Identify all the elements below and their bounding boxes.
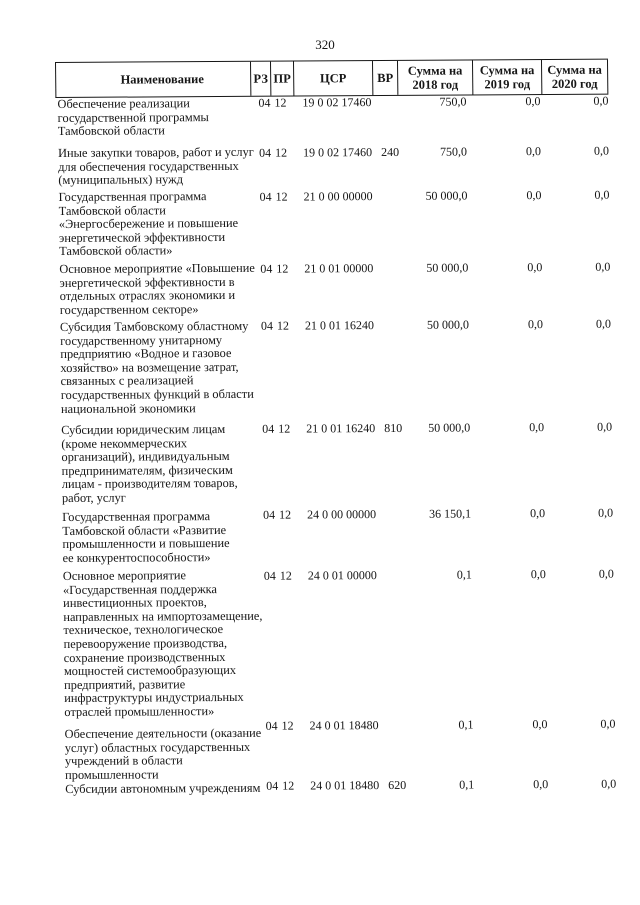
row-name-line: техническое, технологическое <box>63 622 224 638</box>
row-name-line: промышленности <box>65 767 159 782</box>
row-name-line: работ, услуг <box>61 490 126 505</box>
row-sum-2020: 0,0 <box>594 187 610 202</box>
row-pr: 12 <box>274 145 288 160</box>
row-sum-2019: 0,0 <box>527 317 544 332</box>
header-sum-2018-line: Сумма на <box>407 63 463 78</box>
header-sum-2019 <box>473 60 542 94</box>
row-rz: 04 <box>258 95 271 110</box>
row-name <box>60 320 256 416</box>
row-pr: 12 <box>279 568 292 583</box>
row-sum-2020: 0,0 <box>600 716 616 731</box>
row-name-line: услуг) областных государственных <box>64 739 251 755</box>
header-sum-2020 <box>542 60 608 94</box>
row-name-line: инфраструктуры индустриальных <box>64 690 244 706</box>
row-csr: 21 0 00 00000 <box>303 189 373 204</box>
header-sum-2019-line: 2019 год <box>484 77 531 92</box>
row-csr: 24 0 01 18480 <box>309 718 379 733</box>
row-sum-2020: 0,0 <box>601 776 617 791</box>
row-sum-2019: 0,0 <box>529 420 545 435</box>
row-name-line: Иные закупки товаров, работ и услуг <box>57 144 254 160</box>
row-name-line: направленных на импортозамещение, <box>63 608 263 624</box>
header-pr <box>271 62 294 96</box>
row-name-line: перевооружение производства, <box>63 635 228 651</box>
header-name <box>56 62 251 97</box>
row-rz: 04 <box>263 507 276 522</box>
row-name-line: государственном секторе» <box>59 301 199 317</box>
row-name <box>58 190 254 259</box>
header-rz-label: РЗ <box>253 71 268 86</box>
row-sum-2018: 50 000,0 <box>428 420 471 435</box>
row-name-line: ее конкурентоспособности» <box>62 549 211 565</box>
row-name-line: отраслей промышленности» <box>64 704 215 719</box>
row-name-line: Основное мероприятие <box>62 568 187 583</box>
row-csr: 24 0 01 00000 <box>307 568 377 583</box>
row-csr: 24 0 01 18480 <box>310 778 380 793</box>
row-pr: 12 <box>274 95 287 110</box>
row-name-line: отдельных отраслях экономики и <box>59 288 236 304</box>
row-rz: 04 <box>259 189 272 204</box>
row-sum-2020: 0,0 <box>593 93 609 108</box>
row-vr: 240 <box>380 144 400 160</box>
header-sum-2018-line: 2018 год <box>412 77 459 92</box>
row-pr: 12 <box>279 507 292 522</box>
header-vr <box>373 61 398 95</box>
row-sum-2019: 0,0 <box>530 567 546 582</box>
row-pr: 12 <box>282 778 295 793</box>
row-sum-2019: 0,0 <box>525 94 541 109</box>
row-name-line: предпринимателям, физическим <box>61 462 233 478</box>
row-name-line: Субсидии юридическим лицам <box>61 421 226 437</box>
row-name-line: инвестиционных проектов, <box>63 595 207 611</box>
row-name <box>58 146 253 188</box>
header-rz <box>251 62 271 96</box>
row-name-line: сохранение производственных <box>63 649 226 665</box>
row-sum-2018: 50 000,0 <box>426 317 470 332</box>
row-sum-2020: 0,0 <box>598 566 614 581</box>
row-sum-2018: 50 000,0 <box>426 260 469 275</box>
row-sum-2018: 750,0 <box>439 94 467 109</box>
row-name-line: мощностей системообразующих <box>63 663 237 679</box>
row-rz: 04 <box>262 421 275 436</box>
header-sum-2020-line: 2020 год <box>551 76 598 91</box>
row-name-line: государственных функций в области <box>60 386 254 402</box>
header-sum-2020-line: Сумма на <box>547 62 602 77</box>
row-sum-2019: 0,0 <box>525 144 542 159</box>
row-rz: 04 <box>258 145 272 160</box>
row-name-line: Тамбовской области «Развитие <box>62 522 227 538</box>
row-vr: 810 <box>384 420 403 436</box>
row-name-line: государственной программы <box>57 109 209 125</box>
row-name-line: Тамбовской области <box>57 123 165 139</box>
row-csr: 21 0 01 00000 <box>304 261 374 276</box>
header-csr-label: ЦСР <box>319 71 347 86</box>
row-name <box>61 423 257 506</box>
row-name-line: связанных с реализацией <box>60 373 194 389</box>
row-name-line: лицам - производителям товаров, <box>61 476 238 492</box>
row-pr: 12 <box>276 318 290 333</box>
row-name-line: Обеспечение реализации <box>57 96 190 111</box>
row-name <box>62 568 263 720</box>
row-name-line: предприятию «Водное и газовое <box>60 346 232 362</box>
row-sum-2018: 50 000,0 <box>425 188 468 203</box>
row-name-line: государственному унитарному <box>60 332 223 348</box>
row-sum-2018: 750,0 <box>439 144 468 159</box>
row-sum-2018: 36 150,1 <box>429 506 472 521</box>
row-vr: 620 <box>388 777 407 793</box>
row-name-line: промышленности и повышение <box>62 536 230 552</box>
row-csr: 19 0 02 17460 <box>302 95 372 110</box>
row-sum-2019: 0,0 <box>527 260 543 275</box>
row-csr: 24 0 00 00000 <box>307 507 377 522</box>
row-sum-2019: 0,0 <box>526 188 542 203</box>
row-pr: 12 <box>278 421 291 436</box>
row-sum-2018: 0,1 <box>459 777 475 792</box>
row-sum-2020: 0,0 <box>595 259 611 274</box>
row-pr: 12 <box>276 261 289 276</box>
header-sum-2018 <box>398 60 473 94</box>
row-rz: 04 <box>260 261 273 276</box>
row-name <box>59 262 255 318</box>
header-sum-2019-line: Сумма на <box>479 63 535 78</box>
row-csr: 21 0 01 16240 <box>306 421 376 436</box>
row-rz: 04 <box>265 718 278 733</box>
row-name-line: Субсидия Тамбовскому областному <box>59 318 249 334</box>
row-sum-2020: 0,0 <box>597 419 613 434</box>
row-name <box>62 510 258 566</box>
row-csr: 19 0 02 17460 <box>302 145 373 160</box>
row-name-line: (кроме некоммерческих <box>61 435 188 451</box>
header-vr-label: ВР <box>377 70 394 86</box>
row-sum-2019: 0,0 <box>530 506 546 521</box>
row-rz: 04 <box>260 318 274 333</box>
row-csr: 21 0 01 16240 <box>304 318 375 333</box>
row-name-line: (муниципальных) нужд <box>58 172 184 188</box>
row-name-line: организаций), индивидуальным <box>61 449 230 465</box>
row-sum-2020: 0,0 <box>593 143 610 158</box>
row-name-line: «Государственная поддержка <box>62 581 217 597</box>
row-name-line: предприятий, развитие <box>63 676 186 692</box>
row-name <box>65 782 260 797</box>
row-sum-2020: 0,0 <box>595 316 612 331</box>
page-number: 320 <box>315 37 335 52</box>
row-name-line: Субсидии автономным учреждениям <box>65 780 261 796</box>
row-pr: 12 <box>281 718 294 733</box>
row-name-line: Обеспечение деятельности (оказание <box>64 725 262 741</box>
header-csr <box>294 61 373 95</box>
table-header <box>55 59 608 98</box>
row-name-line: энергетической эффективности <box>58 229 226 245</box>
row-sum-2019: 0,0 <box>532 717 548 732</box>
row-rz: 04 <box>266 778 279 793</box>
row-name-line: «Энергосбережение и повышение <box>58 216 239 232</box>
row-name-line: Основное мероприятие «Повышение <box>59 260 255 276</box>
row-sum-2019: 0,0 <box>533 777 549 792</box>
row-rz: 04 <box>263 568 276 583</box>
row-name <box>57 97 252 139</box>
row-sum-2020: 0,0 <box>598 505 614 520</box>
row-name-line: хозяйство» на возмещение затрат, <box>60 359 239 375</box>
row-sum-2018: 0,1 <box>456 567 472 582</box>
row-pr: 12 <box>275 189 288 204</box>
row-name-line: Государственная программа <box>58 189 207 204</box>
row-name-line: Государственная программа <box>62 509 211 524</box>
row-name <box>65 727 261 783</box>
row-name-line: национальной экономики <box>60 400 196 416</box>
header-pr-label: ПР <box>273 71 291 86</box>
row-sum-2018: 0,1 <box>458 717 474 732</box>
header-name-label: Наименование <box>120 72 204 87</box>
row-name-line: Тамбовской области» <box>59 243 173 259</box>
row-name-line: учреждений в области <box>64 753 183 769</box>
row-name-line: Тамбовской области <box>58 202 166 218</box>
row-name-line: энергетической эффективности в <box>59 274 235 290</box>
row-name-line: для обеспечения государственных <box>58 158 239 174</box>
